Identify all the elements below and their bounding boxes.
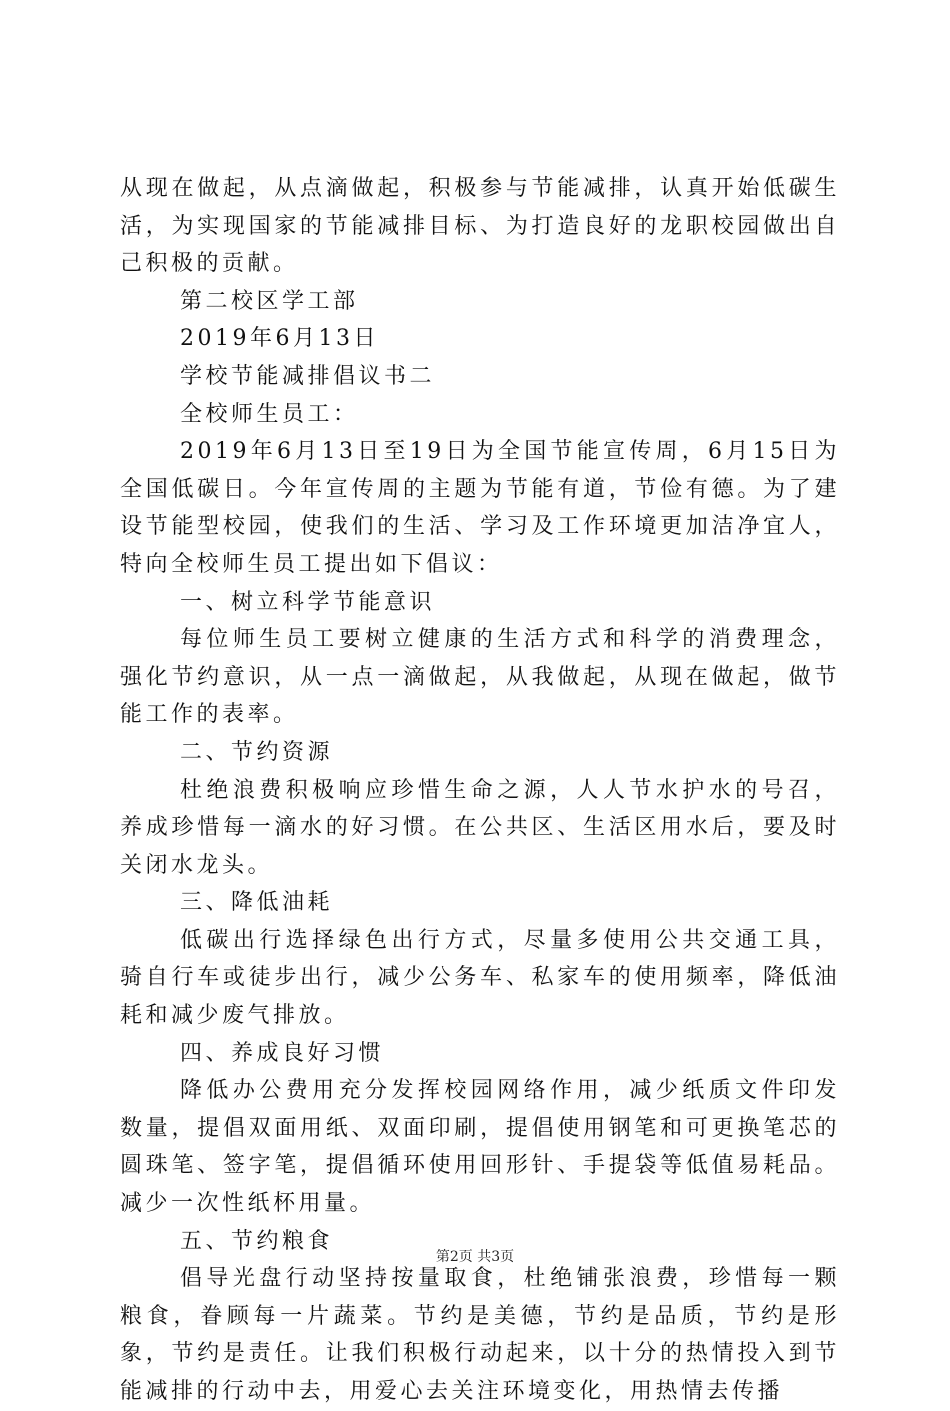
page-number-footer: 第2页 共3页: [435, 1249, 515, 1265]
salutation: 全校师生员工：: [180, 401, 359, 427]
heading-item: 五、节约粮食: [180, 1228, 334, 1254]
heading-item: 四、养成良好习惯: [180, 1040, 385, 1066]
paragraph: 2019年6月13日至19日为全国节能宣传周，6月15日为全国低碳日。今年宣传周的主题为节能有道，节俭有德。为了建设节能型校园，使我们的生活、学习及工作环境更加洁净宜人，特向全校师生员工提出如下倡议：: [120, 439, 840, 577]
paragraph: 每位师生员工要树立健康的生活方式和科学的消费理念，强化节约意识，从一点一滴做起，从我做起，从现在做起，做节能工作的表率。: [120, 627, 840, 728]
paragraph: 从现在做起，从点滴做起，积极参与节能减排，认真开始低碳生活，为实现国家的节能减排目标、为打造良好的龙职校园做出自己积极的贡献。: [120, 176, 840, 277]
heading-item: 二、节约资源: [180, 739, 334, 765]
signature-department: 第二校区学工部: [180, 288, 359, 314]
document-body: [120, 170, 840, 1411]
heading-item: 一、树立科学节能意识: [180, 589, 436, 615]
paragraph: 降低办公费用充分发挥校园网络作用，减少纸质文件印发数量，提倡双面用纸、双面印刷，提倡使用钢笔和可更换笔芯的圆珠笔、签字笔，提倡循环使用回形针、手提袋等低值易耗品。减少一次性纸杯用量。: [120, 1078, 840, 1217]
paragraph: 倡导光盘行动坚持按量取食，杜绝铺张浪费，珍惜每一颗粮食，眷顾每一片蔬菜。节约是美德，节约是品质，节约是形象，节约是责任。让我们积极行动起来，以十分的热情投入到节能减排的行动中去，用爱心去关注环境变化，用热情去传播: [120, 1266, 840, 1404]
section-title: 学校节能减排倡议书二: [180, 363, 436, 389]
signature-date: 2019年6月13日: [180, 326, 379, 352]
heading-item: 三、降低油耗: [180, 890, 334, 916]
paragraph: 杜绝浪费积极响应珍惜生命之源，人人节水护水的号召，养成珍惜每一滴水的好习惯。在公共区、生活区用水后，要及时关闭水龙头。: [120, 777, 840, 878]
paragraph: 低碳出行选择绿色出行方式，尽量多使用公共交通工具，骑自行车或徒步出行，减少公务车、私家车的使用频率，降低油耗和减少废气排放。: [120, 927, 840, 1029]
